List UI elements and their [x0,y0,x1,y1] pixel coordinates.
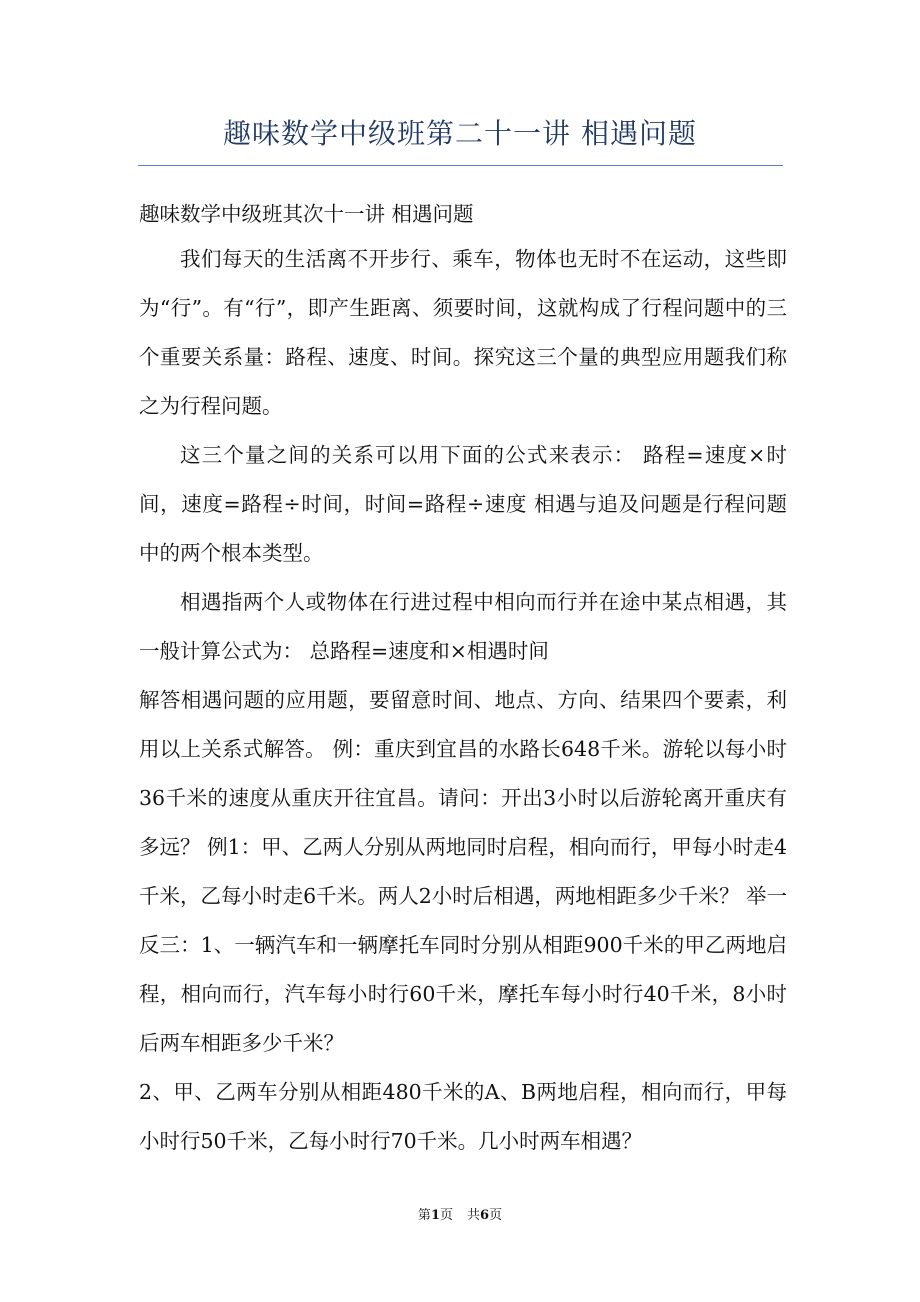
page-footer [0,1206,920,1226]
total-pages: 6 [480,1208,490,1223]
total-label-suffix: 页 [489,1208,503,1223]
subtitle-line: 趣味数学中级班其次十一讲 相遇问题 [139,202,474,226]
document-body [139,196,787,1166]
page-label-prefix: 第 [417,1208,431,1223]
paragraph-formulas: 这三个量之间的关系可以用下面的公式来表示： 路程=速度×时间，速度=路程÷时间，时间=路程÷速度 相遇与追及问题是行程问题中的两个根本类型。 [139,442,787,565]
paragraph-meeting-definition: 相遇指两个人或物体在行进过程中相向而行并在途中某点相遇，其一般计算公式为： 总路程=速度和×相遇时间 [139,589,787,663]
total-label-prefix: 共 [467,1208,481,1223]
page-number: 1 [430,1208,440,1223]
paragraph-examples: 解答相遇问题的应用题，要留意时间、地点、方向、结果四个要素，利用以上关系式解答。 例：重庆到宜昌的水路长648千米。游轮以每小时36千米的速度从重庆开往宜昌。请问：开出3小时以后游轮离开重庆有多远？ 例1：甲、乙两人分别从两地同时启程，相向而行，甲每小时走4千米，乙每小时走6千米。两人2小时后相遇，两地相距多少千米？ 举一反三：1、一辆汽车和一辆摩托车同时分别从相距900千米的甲乙两地启程，相向而行，汽车每小时行60千米，摩托车每小时行40千米，8小时后两车相距多少千米？ [139,687,787,1055]
page-title: 趣味数学中级班第二十一讲 相遇问题 [223,117,697,150]
page-label-suffix: 页 [439,1208,453,1223]
paragraph-exercise-2: 2、甲、乙两车分别从相距480千米的A、B两地启程，相向而行，甲每小时行50千米，乙每小时行70千米。几小时两车相遇？ [139,1079,787,1153]
title-divider [138,165,783,166]
paragraph-intro: 我们每天的生活离不开步行、乘车，物体也无时不在运动，这些即为“行”。有“行”，即产生距离、须要时间，这就构成了行程问题中的三个重要关系量：路程、速度、时间。探究这三个量的典型应用题我们称之为行程问题。 [139,246,787,418]
